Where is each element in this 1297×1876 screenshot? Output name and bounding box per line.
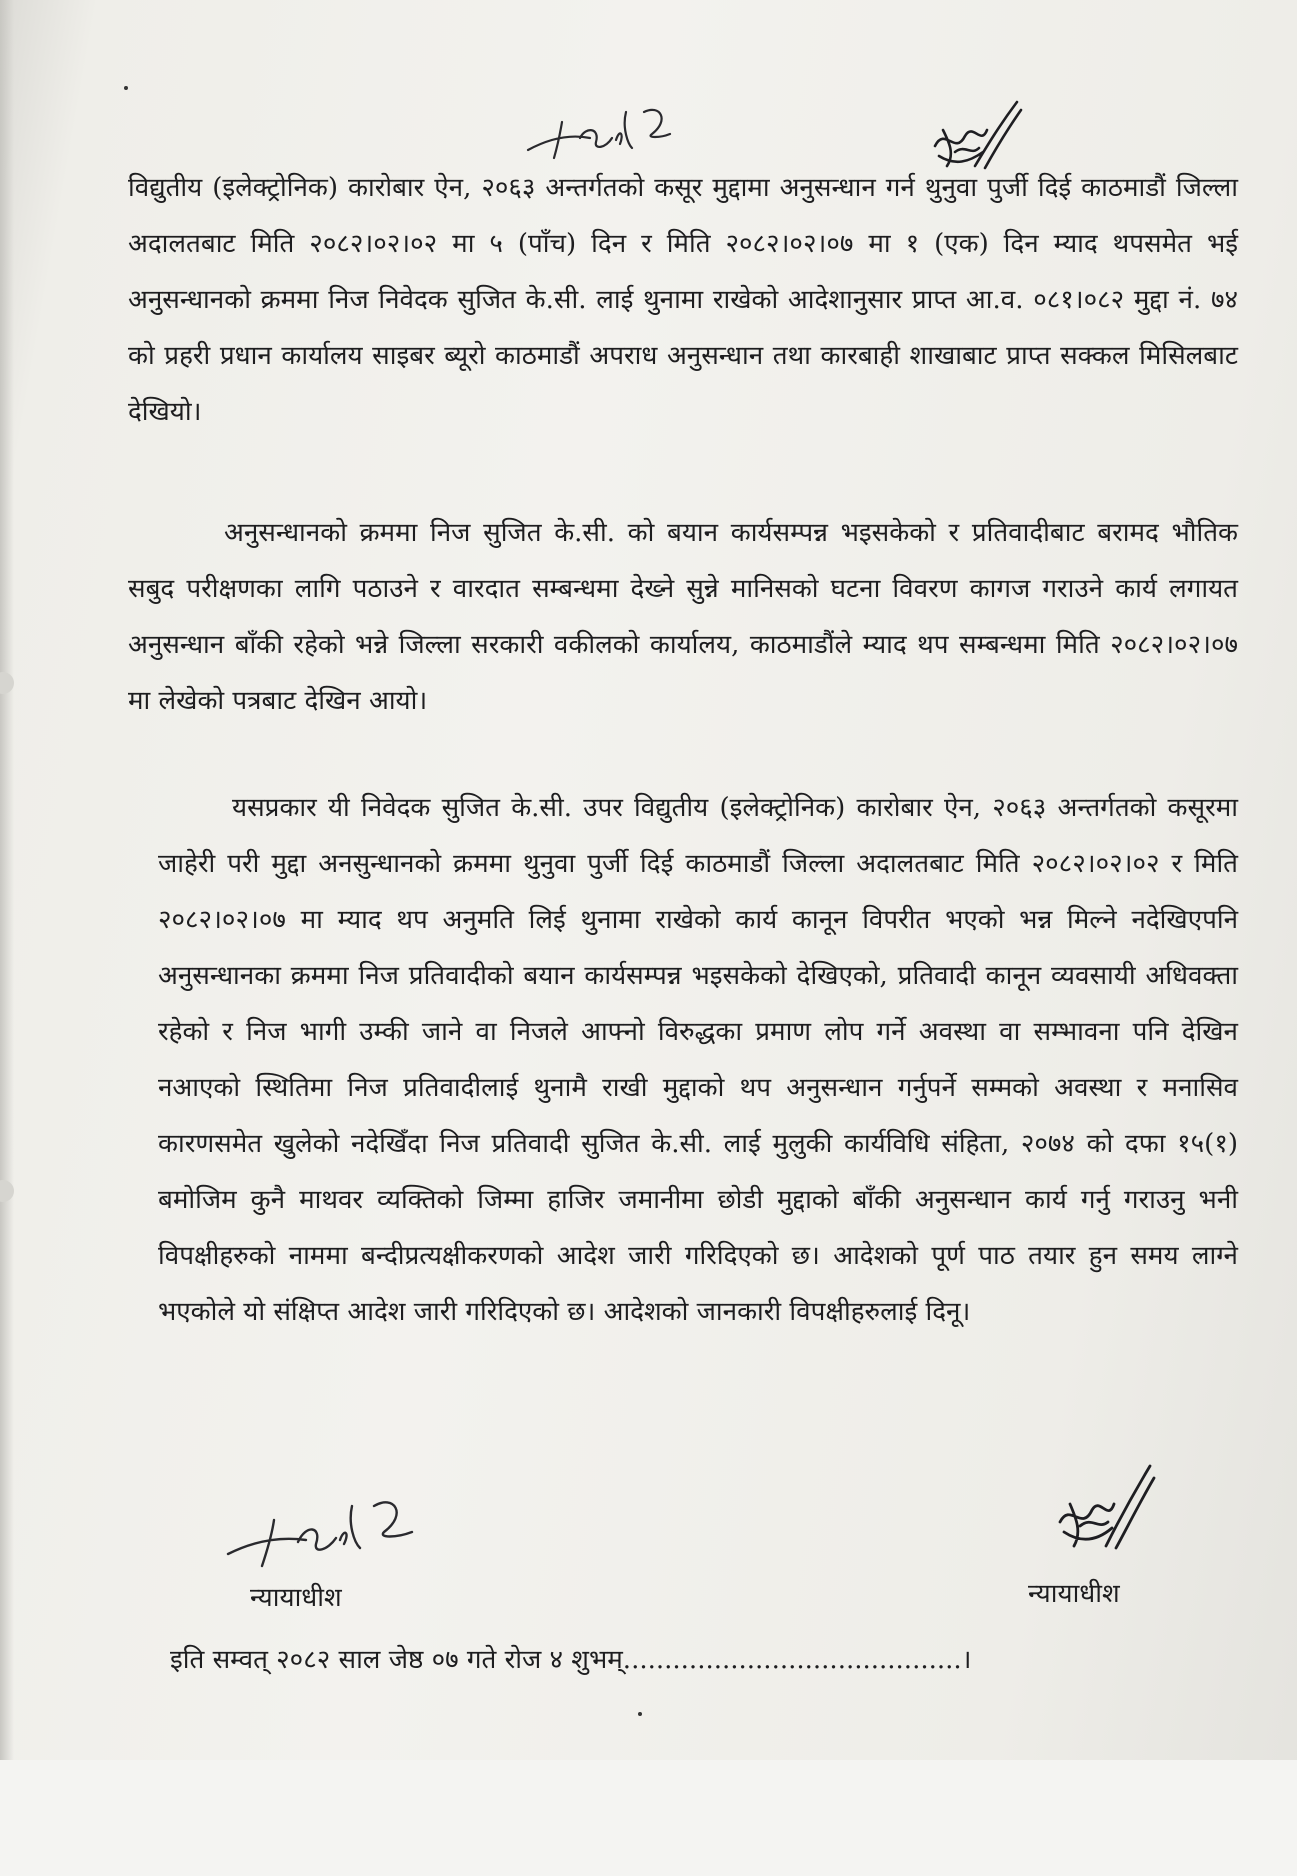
date-line: इति सम्वत् २०८२ साल जेष्ठ ०७ गते रोज ४ शुभम्.........................................। <box>170 1645 972 1675</box>
paragraph-3: यसप्रकार यी निवेदक सुजित के.सी. उपर विद्युतीय (इलेक्ट्रोनिक) कारोबार ऐन, २०६३ अन्तर्गतको कसूरमा जाहेरी परी मुद्दा अनसुन्धानको क्रममा थुनुवा पुर्जी दिई काठमाडौं जिल्ला अदालतबाट मिति २०८२।०२।०२ र मिति २०८२।०२।०७ मा म्याद थप अनुमति लिई थुनामा राखेको कार्य कानून विपरीत भएको भन्न मिल्ने नदेखिएपनि अनुसन्धानका क्रममा निज प्रतिवादीको बयान कार्यसम्पन्न भइसकेको देखिएको, प्रतिवादी कानून व्यवसायी अधिवक्ता रहेको र निज भागी उम्की जाने वा निजले आफ्नो विरुद्धका प्रमाण लोप गर्ने अवस्था वा सम्भावना पनि देखिन नआएको स्थितिमा निज प्रतिवादीलाई थुनामै राखी मुद्दाको थप अनुसन्धान गर्नुपर्ने सम्मको अवस्था र मनासिव कारणसमेत खुलेको नदेखिँदा निज प्रतिवादी सुजित के.सी. लाई मुलुकी कार्यविधि संहिता, २०७४ को दफा १५(१) बमोजिम कुनै माथवर व्यक्तिको जिम्मा हाजिर जमानीमा छोडी मुद्दाको बाँकी अनुसन्धान कार्य गर्नु गराउनु भनी विपक्षीहरुको नाममा बन्दीप्रत्यक्षीकरणको आदेश जारी गरिदिएको छ। आदेशको पूर्ण पाठ तयार हुन समय लाग्ने भएकोले यो संक्षिप्त आदेश जारी गरिदिएको छ। आदेशको जानकारी विपक्षीहरुलाई दिनू। <box>158 793 1238 1327</box>
scan-bottom-margin <box>0 1760 1297 1876</box>
signature-bottom-right <box>1050 1456 1160 1566</box>
paragraph-1: विद्युतीय (इलेक्ट्रोनिक) कारोबार ऐन, २०६३ अन्तर्गतको कसूर मुद्दामा अनुसन्धान गर्न थुनुवा पुर्जी दिई काठमाडौं जिल्ला अदालतबाट मिति २०८२।०२।०२ मा ५ (पाँच) दिन र मिति २०८२।०२।०७ मा १ (एक) दिन म्याद थपसमेत भई अनुसन्धानको क्रममा निज निवेदक सुजित के.सी. लाई थुनामा राखेको आदेशानुसार प्राप्त आ.व. ०८१।०८२ मुद्दा नं. ७४ को प्रहरी प्रधान कार्यालय साइबर ब्यूरो काठमाडौं अपराध अनुसन्धान तथा कारबाही शाखाबाट प्राप्त सक्कल मिसिलबाट देखियो। <box>128 173 1238 427</box>
signature-top-left <box>520 98 690 168</box>
paragraph-2: अनुसन्धानको क्रममा निज सुजित के.सी. को बयान कार्यसम्पन्न भइसकेको र प्रतिवादीबाट बरामद भौतिक सबुद परीक्षणका लागि पठाउने र वारदात सम्बन्धमा देख्ने सुन्ने मानिसको घटना विवरण कागज गराउने कार्य लगायत अनुसन्धान बाँकी रहेको भन्ने जिल्ला सरकारी वकीलको कार्यालय, काठमाडौंले म्याद थप सम्बन्धमा मिति २०८२।०२।०७ मा लेखेको पत्रबाट देखिन आयो। <box>128 518 1238 716</box>
ink-speck <box>638 1712 642 1716</box>
judge-label-right: न्यायाधीश <box>1028 1579 1120 1609</box>
judge-label-left: न्यायाधीश <box>250 1583 342 1613</box>
page-edge-shadow <box>0 0 14 1760</box>
signature-bottom-left <box>222 1484 432 1574</box>
ink-speck <box>124 86 128 90</box>
